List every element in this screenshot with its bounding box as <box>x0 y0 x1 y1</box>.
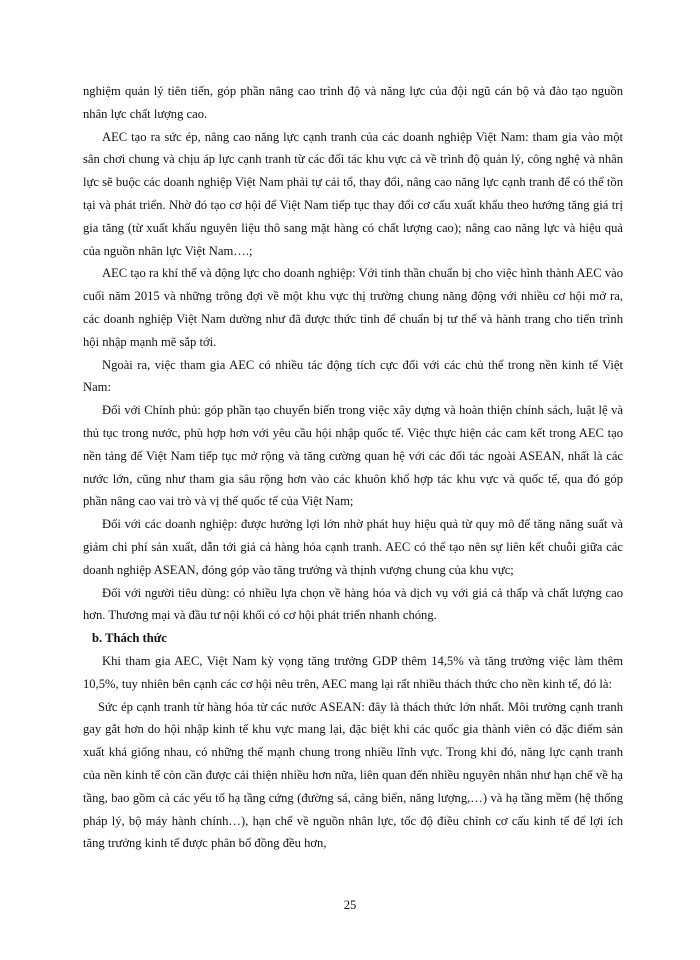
paragraph-businesses: Đối với các doanh nghiệp: được hưởng lợi lớn nhờ phát huy hiệu quả từ quy mô để tăng năng suất và giảm chi phí sản xuất, dẫn tới giá cả hàng hóa cạnh tranh. AEC có thể tạo nên sự liên kết chuỗi giữa các doanh nghiệp ASEAN, đóng góp vào tăng trưởng và thịnh vượng chung của khu vực; <box>83 517 623 577</box>
section-heading-challenges: b. Thách thức <box>92 631 167 646</box>
paragraph-aec-pressure: AEC tạo ra sức ép, nâng cao năng lực cạnh tranh của các doanh nghiệp Việt Nam: tham gia vào một sân chơi chung và chịu áp lực cạnh tranh từ các đối tác khu vực cả về trình độ quản lý, công nghệ và nhân lực sẽ buộc các doanh nghiệp Việt Nam phải tự cải tổ, thay đổi, nâng cao năng lực cạnh tranh để có thể tồn tại và phát triển. Nhờ đó tạo cơ hội để Việt Nam tiếp tục thay đổi cơ cấu xuất khẩu theo hướng tăng giá trị gia tăng (từ xuất khẩu nguyên liệu thô sang mặt hàng có chất lượng cao); nâng cao năng lực và hiệu quả của nguồn nhân lực Việt Nam….; <box>83 129 623 258</box>
paragraph-competition-pressure: Sức ép cạnh tranh từ hàng hóa từ các nước ASEAN: đây là thách thức lớn nhất. Môi trường cạnh tranh gay gắt hơn do hội nhập kinh tế khu vực mang lại, đặc biệt khi các quốc gia thành viên có đặc điểm sản xuất khá giống nhau, có những thế mạnh chung trong nhiều lĩnh vực. Trong khi đó, năng lực cạnh tranh của nền kinh tế còn cần được cải thiện nhiều hơn nữa, liên quan đến nhiều nguyên nhân như hạn chế về hạ tầng, bao gồm cả các yếu tố hạ tầng cứng (đường sá, cảng biển, năng lượng,…) và hạ tầng mềm (hệ thống pháp lý, bộ máy hành chính…), hạn chế về nguồn nhân lực, tốc độ điều chỉnh cơ cấu kinh tế để lợi ích tăng trưởng kinh tế được phân bổ đồng đều hơn, <box>83 699 623 851</box>
paragraph-consumers: Đối với người tiêu dùng: có nhiều lựa chọn về hàng hóa và dịch vụ với giá cả thấp và chất lượng cao hơn. Thương mại và đầu tư nội khối có cơ hội phát triển nhanh chóng. <box>83 585 623 623</box>
paragraph-aec-momentum: AEC tạo ra khí thế và động lực cho doanh nghiệp: Với tinh thần chuẩn bị cho việc hình thành AEC vào cuối năm 2015 và những trông đợi về một khu vực thị trường chung năng động với nhiều cơ hội mở ra, các doanh nghiệp Việt Nam dường như đã được thức tỉnh để chuẩn bị tư thế và hành trang cho tiến trình hội nhập mạnh mẽ sắp tới. <box>83 266 623 349</box>
paragraph-government: Đối với Chính phủ: góp phần tạo chuyển biến trong việc xây dựng và hoàn thiện chính sách, luật lệ và thủ tục trong nước, phù hợp hơn với yêu cầu hội nhập quốc tế. Việc thực hiện các cam kết trong AEC tạo nền tảng để Việt Nam tiếp tục mở rộng và tăng cường quan hệ với các đối tác ngoài ASEAN, nhất là các nước lớn, cũng như tham gia sâu rộng hơn vào các khuôn khổ hợp tác khu vực và quốc tế, qua đó góp phần nâng cao vai trò và vị thế quốc tế của Việt Nam; <box>83 403 623 509</box>
document-body <box>83 80 623 855</box>
paragraph-additional-impacts: Ngoài ra, việc tham gia AEC có nhiều tác động tích cực đối với các chủ thể trong nền kinh tế Việt Nam: <box>83 357 623 395</box>
paragraph-continuation: nghiệm quản lý tiên tiến, góp phần nâng cao trình độ và năng lực của đội ngũ cán bộ và đào tạo nguồn nhân lực chất lượng cao. <box>83 84 623 121</box>
paragraph-challenges-intro: Khi tham gia AEC, Việt Nam kỳ vọng tăng trưởng GDP thêm 14,5% và tăng trưởng việc làm thêm 10,5%, tuy nhiên bên cạnh các cơ hội nêu trên, AEC mang lại rất nhiều thách thức cho nền kinh tế, đó là: <box>83 653 623 691</box>
page-number: 25 <box>343 898 357 912</box>
